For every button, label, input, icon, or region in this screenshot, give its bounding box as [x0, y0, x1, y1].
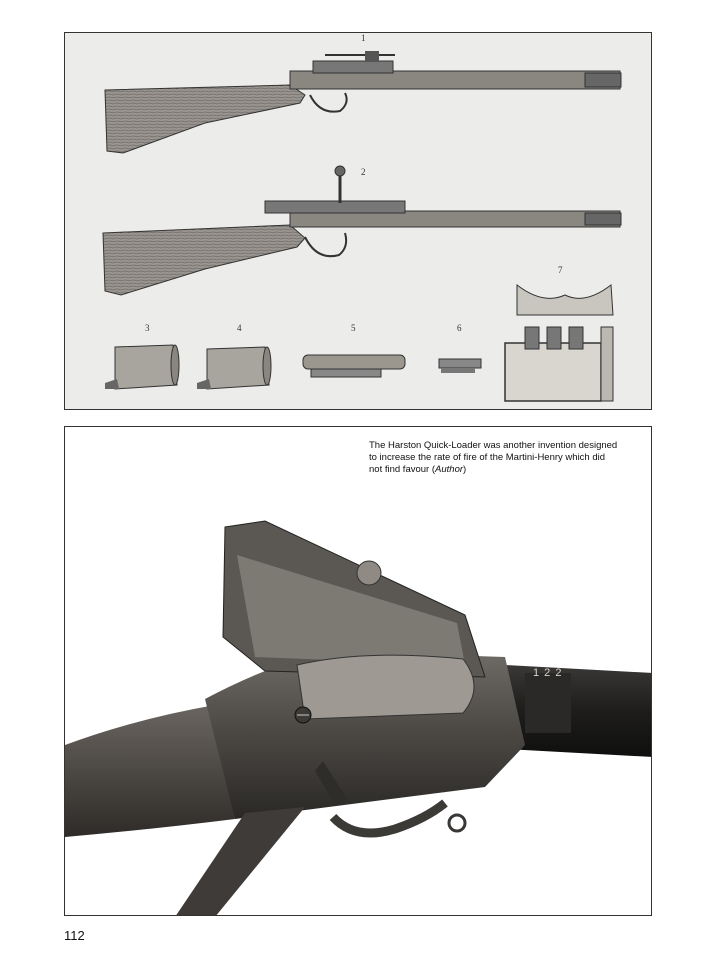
rifle-diagram-plate — [64, 32, 652, 410]
caption-credit: Author — [435, 464, 464, 475]
figure-number: 4 — [237, 323, 242, 333]
figure-number: 7 — [558, 265, 563, 275]
part-4-drawing — [197, 347, 271, 389]
rifle-2-drawing — [103, 166, 621, 295]
part-5-drawing — [303, 355, 405, 377]
part-7-drawing — [505, 285, 613, 401]
quick-loader-photo — [64, 426, 652, 916]
photo-caption — [369, 440, 619, 476]
page-number: 112 — [64, 928, 85, 943]
figure-number: 6 — [457, 323, 462, 333]
rifle-1-drawing — [105, 51, 621, 153]
figure-number: 2 — [361, 167, 366, 177]
rifle-action-photo — [65, 427, 652, 916]
part-3-drawing — [105, 345, 179, 389]
figure-number: 5 — [351, 323, 356, 333]
caption-text: The Harston Quick-Loader was another invention designed to increase the rate of fire of the Martini-Henry which did not find favour — [369, 440, 618, 475]
figure-number: 1 — [361, 33, 366, 43]
caption-credit-open: ( — [431, 464, 436, 475]
receiver-serial-marking: 1 2 2 — [533, 667, 563, 679]
figure-number: 3 — [145, 323, 150, 333]
part-6-drawing — [439, 359, 481, 373]
caption-credit-close: ) — [463, 464, 467, 475]
rifle-drawings — [65, 33, 652, 410]
